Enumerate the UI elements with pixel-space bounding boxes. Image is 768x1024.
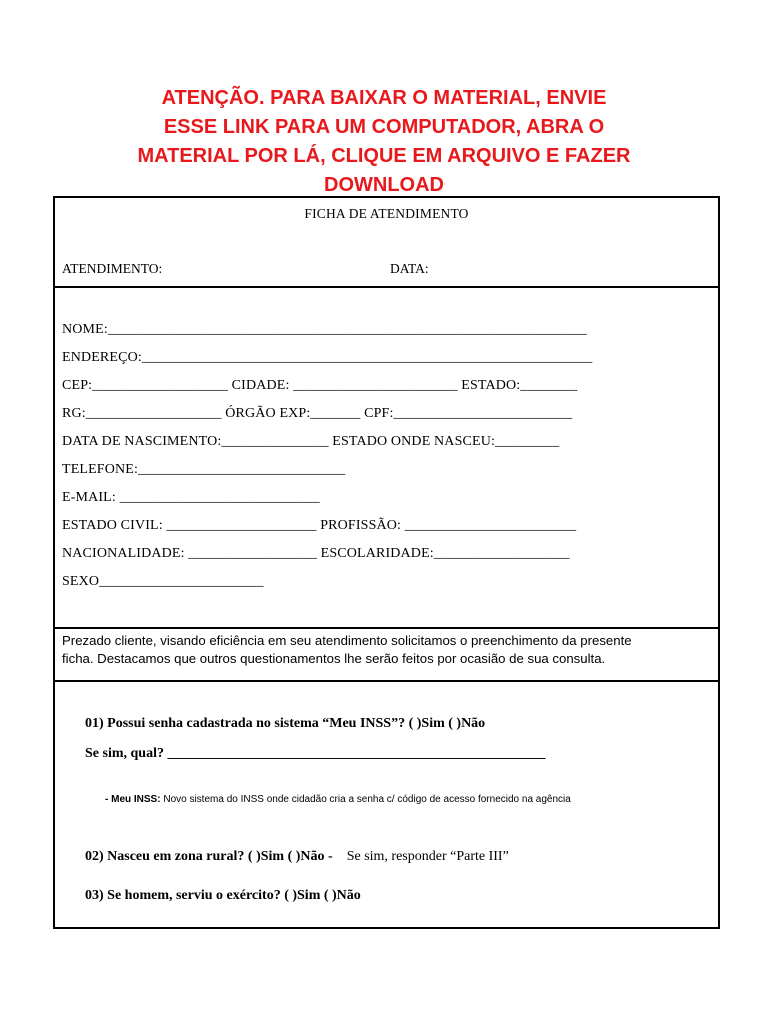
field-nacionalidade-escolaridade[interactable]: NACIONALIDADE: __________________ ESCOLARIDADE:___________________ <box>62 546 570 561</box>
download-notice <box>0 84 768 200</box>
atendimento-label: ATENDIMENTO: <box>62 261 163 276</box>
field-endereco[interactable]: ENDEREÇO:_______________________________________________________________ <box>62 350 593 365</box>
question-2-text: 02) Nasceu em zona rural? ( )Sim ( )Não - <box>85 849 333 864</box>
section-divider <box>55 627 718 629</box>
field-nome[interactable]: NOME:___________________________________________________________________ <box>62 322 587 337</box>
note-line: Prezado cliente, visando eficiência em seu atendimento solicitamos o preenchimento da presente <box>62 633 632 648</box>
note-line: ficha. Destacamos que outros questionamentos lhe serão feitos por ocasião de sua consulta. <box>62 651 606 666</box>
question-1-followup[interactable]: Se sim, qual? ______________________________________________________ <box>85 746 546 761</box>
field-nascimento[interactable]: DATA DE NASCIMENTO:_______________ ESTADO ONDE NASCEU:_________ <box>62 434 560 449</box>
field-email[interactable]: E-MAIL: ____________________________ <box>62 490 320 505</box>
section-divider <box>55 286 718 288</box>
question-2-extra: Se sim, responder “Parte III” <box>346 849 509 864</box>
meu-inss-footnote <box>105 794 571 805</box>
attendance-form <box>53 196 720 929</box>
field-sexo[interactable]: SEXO_______________________ <box>62 574 264 589</box>
footnote-text: Novo sistema do INSS onde cidadão cria a senha c/ código de acesso fornecido na agência <box>160 794 571 805</box>
section-divider <box>55 680 718 682</box>
field-cep-cidade-estado[interactable]: CEP:___________________ CIDADE: _______________________ ESTADO:________ <box>62 378 578 393</box>
field-rg-orgao-cpf[interactable]: RG:___________________ ÓRGÃO EXP:_______ CPF:_________________________ <box>62 406 573 421</box>
footnote-label: - Meu INSS: <box>105 794 161 805</box>
client-note <box>62 632 714 668</box>
form-title: FICHA DE ATENDIMENTO <box>304 206 469 221</box>
notice-line: ATENÇÃO. PARA BAIXAR O MATERIAL, ENVIE <box>161 87 607 109</box>
question-1[interactable]: 01) Possui senha cadastrada no sistema “Meu INSS”? ( )Sim ( )Não <box>85 716 486 731</box>
notice-line: MATERIAL POR LÁ, CLIQUE EM ARQUIVO E FAZER <box>137 145 631 167</box>
notice-line: ESSE LINK PARA UM COMPUTADOR, ABRA O <box>163 116 605 138</box>
data-label: DATA: <box>390 261 429 276</box>
question-3[interactable]: 03) Se homem, serviu o exército? ( )Sim ( )Não <box>85 888 361 903</box>
notice-line: DOWNLOAD <box>324 174 444 196</box>
question-2[interactable] <box>85 849 509 865</box>
field-estado-civil-profissao[interactable]: ESTADO CIVIL: _____________________ PROFISSÃO: ________________________ <box>62 518 577 533</box>
field-telefone[interactable]: TELEFONE:_____________________________ <box>62 462 346 477</box>
